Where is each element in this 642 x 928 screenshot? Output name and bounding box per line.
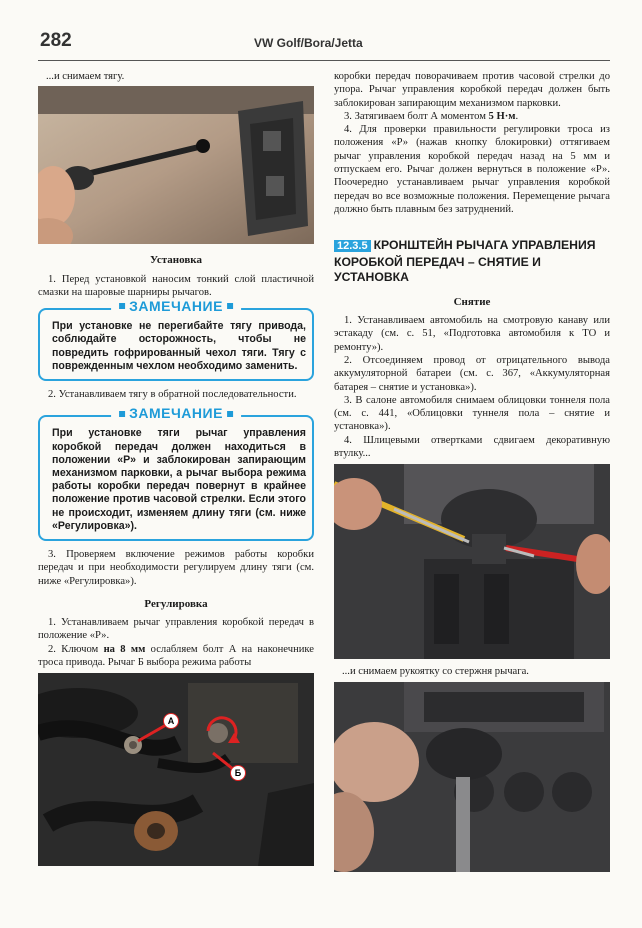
photo-shift-cable (38, 86, 314, 244)
photo-cable-bolt (38, 673, 314, 866)
removal-step-1: 1. Устанавливаем автомобиль на смотровую канаву или эстакаду (см. с. 51, «Подготовка автомобиля к ТО и ремонту»). (334, 315, 610, 353)
install-step-1: 1. Перед установкой наносим тонкий слой пластичной смазки на шаровые шарниры рычагов. (38, 273, 314, 298)
photo-screwdrivers (334, 464, 610, 659)
subhead-install: Установка (150, 254, 202, 267)
install-step-3: 3. Проверяем включение режимов работы коробки передач и при необходимости регулируем длину тяги (см. ниже «Регулировка»). (38, 548, 314, 587)
note-box-2 (38, 405, 314, 541)
adjust-continued: коробки передач поворачиваем против часовой стрелки до упора. Рычаг управления коробкой передач должен быть заблокирован запирающим механизмом парковки. (334, 71, 610, 109)
marker-b: Б (230, 765, 246, 781)
right-column (334, 70, 610, 872)
subhead-removal: Снятие (453, 295, 491, 308)
install-step-2: 2. Устанавливаем тягу в обратной последовательности. (48, 389, 297, 400)
note-1-title: ЗАМЕЧАНИЕ (111, 300, 241, 313)
section-number: 12.3.5 (334, 240, 371, 252)
adjust-step-1: 1. Устанавливаем рычаг управления коробкой передач в положение «Р». (38, 617, 314, 642)
adjust-step-2: 2. Ключом на 8 мм ослабляем болт А на наконечнике троса привода. Рычаг Б выбора режима работы (38, 643, 314, 668)
subhead-adjust: Регулировка (144, 597, 208, 610)
photo-knob-removal (334, 682, 610, 872)
note-2-title: ЗАМЕЧАНИЕ (111, 407, 241, 420)
photo-caption-1: ...и снимаем тягу. (46, 71, 125, 82)
adjust-step-4: 4. Для проверки правильности регулировки троса из положения «Р» (нажав кнопку блокировки) оттягиваем рычаг управления коробкой передач назад на 5 мм и отпускаем его. Рычаг должен вернуться в положение «Р». Поочередно устанавливаем рычаг управления коробкой передач во все возможные положения. Перемещение рычага должно быть плавным без затруднений. (334, 124, 610, 215)
running-title: VW Golf/Bora/Jetta (254, 36, 363, 50)
note-1-text: При установке не перегибайте тягу привода, соблюдайте осторожность, чтобы не повредить гофрированный чехол тяги. Тягу с поврежденным чехлом необходимо заменить. (52, 320, 306, 372)
page-header (0, 0, 642, 62)
marker-a: А (163, 713, 179, 729)
section-title: КРОНШТЕЙН РЫЧАГА УПРАВЛЕНИЯ КОРОБКОЙ ПЕРЕДАЧ – СНЯТИЕ И УСТАНОВКА (334, 238, 596, 285)
header-rule (38, 60, 610, 61)
adjust-step-3: 3. Затягиваем болт А моментом 5 Н·м. (344, 110, 519, 122)
page-number: 282 (40, 30, 72, 51)
section-heading (334, 238, 610, 286)
left-column (38, 70, 314, 866)
note-box-1 (38, 298, 314, 381)
removal-step-2: 2. Отсоединяем провод от отрицательного вывода аккумуляторной батареи (см. с. 367, «Аккумуляторная батарея – снятие и установка»). (334, 354, 610, 393)
removal-step-3: 3. В салоне автомобиля снимаем облицовки тоннеля пола (см. с. 441, «Облицовки туннеля пола – снятие и установка»). (334, 394, 610, 433)
removal-step-4: 4. Шлицевыми отвертками сдвигаем декоративную втулку... (334, 434, 610, 460)
note-2-text: При установке тяги рычаг управления коробкой передач должен находиться в положении «Р» и заблокирован запирающим механизмом парковки, а рычаг выбора режима работы коробки передач повернут в крайнее положение против часовой стрелки. Если этого не происходит, изменяем длину тяги (см. ниже «Регулировка»). (52, 427, 306, 532)
photo-caption-2: ...и снимаем рукоятку со стержня рычага. (342, 666, 529, 678)
